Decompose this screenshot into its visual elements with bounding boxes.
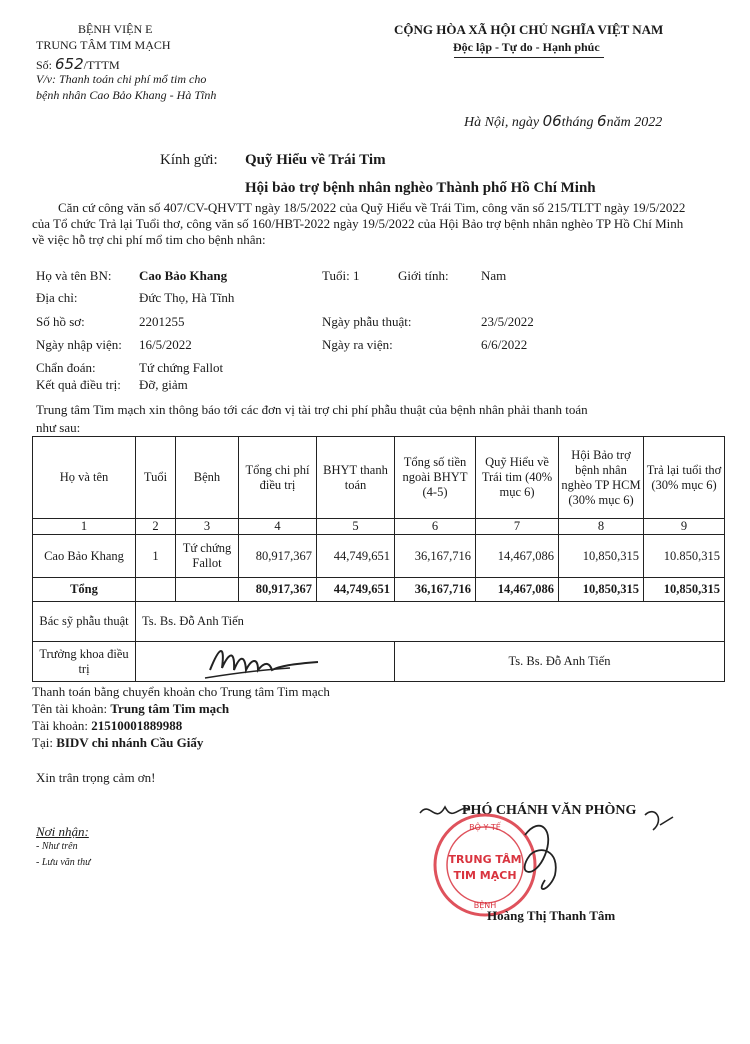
col-number: 3: [176, 519, 239, 535]
col-number: 5: [317, 519, 395, 535]
document-number: Số: 652/TTTM: [36, 55, 120, 73]
diagnosis-value: Tứ chứng Fallot: [139, 360, 224, 375]
surgery-date-label: Ngày phẫu thuật:: [322, 314, 412, 329]
head-label: Trưởng khoa điều trị: [33, 642, 136, 682]
row-value: 44,749,651: [317, 535, 395, 578]
row-value: 80,917,367: [239, 535, 317, 578]
header-cell: Bệnh: [176, 437, 239, 519]
closing-text: Xin trân trọng cảm ơn!: [36, 770, 156, 785]
total-value: 14,467,086: [476, 578, 559, 602]
col-number: 7: [476, 519, 559, 535]
row-name: Cao Bảo Khang: [33, 535, 136, 578]
col-number: 9: [644, 519, 725, 535]
diagnosis-label: Chẩn đoán:: [36, 360, 96, 375]
surgery-date: 23/5/2022: [481, 314, 534, 329]
notice-line2: như sau:: [36, 420, 81, 435]
patient-name: Cao Bảo Khang: [139, 268, 228, 283]
signer-title: PHÓ CHÁNH VĂN PHÒNG: [462, 803, 637, 818]
total-value: 44,749,651: [317, 578, 395, 602]
col-number: 6: [395, 519, 476, 535]
total-value: 10,850,315: [644, 578, 725, 602]
intro-line2: của Tổ chức Trả lại Tuổi thơ, công văn số 160/HBT-2022 ngày 19/5/2022 của Hội Bảo trợ bệnh nhân nghèo TP Hồ Chí Minh: [32, 216, 684, 231]
signer-name: Hoàng Thị Thanh Tâm: [487, 908, 616, 923]
total-label: Tổng: [33, 578, 136, 602]
fee-table: [32, 436, 725, 682]
recipient-1: Quỹ Hiểu về Trái Tim: [245, 152, 386, 168]
subject-line1: V/v: Thanh toán chi phí mổ tim cho: [36, 72, 207, 86]
notice-line1: Trung tâm Tim mạch xin thông báo tới các đơn vị tài trợ chi phí phẫu thuật của bệnh nhân phải thanh toán: [36, 402, 588, 417]
recipient-label: Kính gửi:: [160, 152, 218, 168]
table-total-row: [33, 578, 725, 602]
row-value: 14,467,086: [476, 535, 559, 578]
account-number-line: Tài khoản: 21510001889988: [32, 718, 183, 733]
row-age: 1: [136, 535, 176, 578]
row-disease: Tứ chứng Fallot: [176, 535, 239, 578]
header-cell: Tổng chi phí điều trị: [239, 437, 317, 519]
motto-underline: [454, 57, 604, 58]
admit-date: 16/5/2022: [139, 337, 192, 352]
patient-age: Tuổi: 1: [322, 268, 360, 283]
country-title: CỘNG HÒA XÃ HỘI CHỦ NGHĨA VIỆT NAM: [394, 22, 664, 37]
total-value: 10,850,315: [559, 578, 644, 602]
header-cell: Hội Bảo trợ bệnh nhân nghèo TP HCM (30% mục 6): [559, 437, 644, 519]
header-cell: Họ và tên: [33, 437, 136, 519]
surgeon-label: Bác sỹ phẫu thuật: [33, 602, 136, 642]
table-row: [33, 535, 725, 578]
bank-line: Tại: BIDV chi nhánh Cầu Giấy: [32, 735, 204, 750]
record-value: 2201255: [139, 314, 185, 329]
recipient-2: Hội bảo trợ bệnh nhân nghèo Thành phố Hồ Chí Minh: [245, 180, 596, 196]
table-number-row: [33, 519, 725, 535]
payment-line1: Thanh toán bằng chuyển khoản cho Trung tâm Tim mạch: [32, 684, 330, 699]
col-number: 8: [559, 519, 644, 535]
admit-label: Ngày nhập viện:: [36, 337, 122, 352]
patient-name-label: Họ và tên BN:: [36, 268, 112, 283]
result-label: Kết quả điều trị:: [36, 377, 121, 392]
org-line2: TRUNG TÂM TIM MẠCH: [36, 38, 171, 52]
intro-line3: về việc hỗ trợ chi phí mổ tim cho bệnh nhân:: [32, 232, 266, 247]
handwritten-number: 652: [55, 55, 84, 73]
svg-text:TIM MẠCH: TIM MẠCH: [453, 869, 517, 882]
recipients-item: - Như trên: [36, 841, 78, 852]
discharge-date: 6/6/2022: [481, 337, 528, 352]
address-value: Đức Thọ, Hà Tĩnh: [139, 290, 235, 305]
header-cell: Trả lại tuổi thơ (30% mục 6): [644, 437, 725, 519]
subject-line2: bệnh nhân Cao Bảo Khang - Hà Tĩnh: [36, 88, 217, 102]
head-name: Ts. Bs. Đỗ Anh Tiến: [395, 642, 725, 682]
result-value: Đỡ, giảm: [139, 377, 188, 392]
row-value: 36,167,716: [395, 535, 476, 578]
row-value: 10.850,315: [644, 535, 725, 578]
header-cell: Tuổi: [136, 437, 176, 519]
svg-text:BỆNH: BỆNH: [473, 901, 497, 910]
header-cell: Tổng số tiền ngoài BHYT (4-5): [395, 437, 476, 519]
org-line1: BỆNH VIỆN E: [78, 22, 153, 36]
col-number: 2: [136, 519, 176, 535]
intro-line1: Căn cứ công văn số 407/CV-QHVTT ngày 18/5/2022 của Quỹ Hiểu về Trái Tim, công văn số 215/TLTT ngày 19/5/2022: [58, 200, 686, 215]
motto: Độc lập - Tự do - Hạnh phúc: [453, 40, 600, 54]
gender-value: Nam: [481, 268, 507, 283]
recipients-item: - Lưu văn thư: [36, 857, 91, 868]
surgeon-row: [33, 602, 725, 642]
gender-label: Giới tính:: [398, 268, 449, 283]
date-line: Hà Nội, ngày 06tháng 6năm 2022: [464, 112, 663, 130]
recipients-list-title: Nơi nhận:: [36, 824, 89, 839]
table-header-row: [33, 437, 725, 519]
header-cell: BHYT thanh toán: [317, 437, 395, 519]
svg-text:BỘ Y TẾ: BỘ Y TẾ: [469, 823, 501, 832]
col-number: 4: [239, 519, 317, 535]
header-cell: Quỹ Hiểu về Trái tim (40% mục 6): [476, 437, 559, 519]
row-value: 10,850,315: [559, 535, 644, 578]
signer-signature: [415, 795, 685, 905]
total-value: 80,917,367: [239, 578, 317, 602]
discharge-label: Ngày ra viện:: [322, 337, 393, 352]
surgeon-name: Ts. Bs. Đỗ Anh Tiến: [136, 602, 725, 642]
account-name-line: Tên tài khoản: Trung tâm Tim mạch: [32, 701, 230, 716]
address-label: Địa chỉ:: [36, 290, 78, 305]
record-label: Số hồ sơ:: [36, 314, 85, 329]
svg-text:TRUNG TÂM: TRUNG TÂM: [448, 853, 522, 866]
head-row: [33, 642, 725, 682]
head-signature: [200, 640, 330, 685]
col-number: 1: [33, 519, 136, 535]
total-value: 36,167,716: [395, 578, 476, 602]
